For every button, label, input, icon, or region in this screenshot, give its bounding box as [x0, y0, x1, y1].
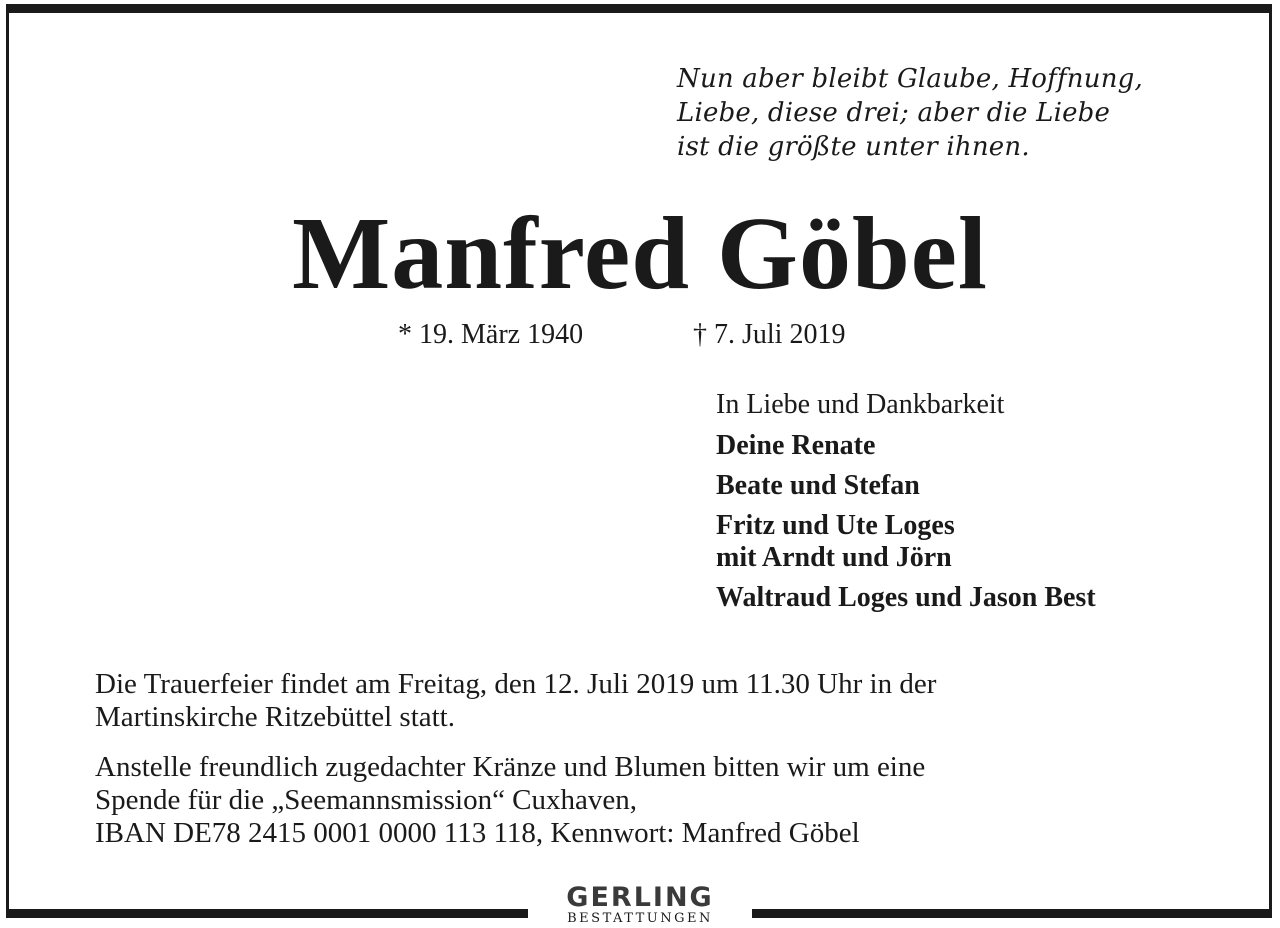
funeral-line: Martinskirche Ritzebüttel statt.: [95, 701, 455, 733]
death-date: † 7. Juli 2019: [693, 319, 846, 350]
mourner-entry-line: mit Arndt und Jörn: [716, 542, 952, 573]
mourner-entry-line: Fritz und Ute Loges: [716, 510, 955, 541]
birth-date: * 19. März 1940: [398, 319, 584, 350]
bottom-rule-left: [6, 909, 528, 918]
logo-main-text: GERLING: [566, 882, 714, 913]
mourner-entry: Waltraud Loges und Jason Best: [716, 582, 1096, 613]
quote-line: Liebe, diese drei; aber die Liebe: [677, 98, 1111, 128]
quote-line: ist die größte unter ihnen.: [677, 132, 1030, 162]
bottom-rule-right: [752, 909, 1272, 918]
mourners-intro: In Liebe und Dankbarkeit: [716, 389, 1005, 420]
funeral-home-logo: [530, 884, 750, 926]
donation-line: Spende für die „Seemannsmission“ Cuxhaven,: [95, 784, 638, 816]
bible-quote: [677, 62, 1257, 164]
mourner-entry: [716, 510, 1256, 574]
mourner-entry: Beate und Stefan: [716, 470, 920, 501]
mourner-entry: Deine Renate: [716, 430, 876, 461]
donation-line: IBAN DE78 2415 0001 0000 113 118, Kennwort: Manfred Göbel: [95, 817, 860, 849]
mourners-block: [716, 388, 1256, 622]
logo-sub-text: BESTATTUNGEN: [567, 911, 713, 926]
deceased-name: Manfred Göbel: [292, 196, 988, 311]
funeral-line: Die Trauerfeier findet am Freitag, den 12. Juli 2019 um 11.30 Uhr in der: [95, 668, 937, 700]
funeral-info: [95, 668, 1255, 734]
donation-line: Anstelle freundlich zugedachter Kränze und Blumen bitten wir um eine: [95, 751, 926, 783]
quote-line: Nun aber bleibt Glaube, Hoffnung,: [677, 64, 1143, 94]
donation-info: [95, 751, 1255, 850]
